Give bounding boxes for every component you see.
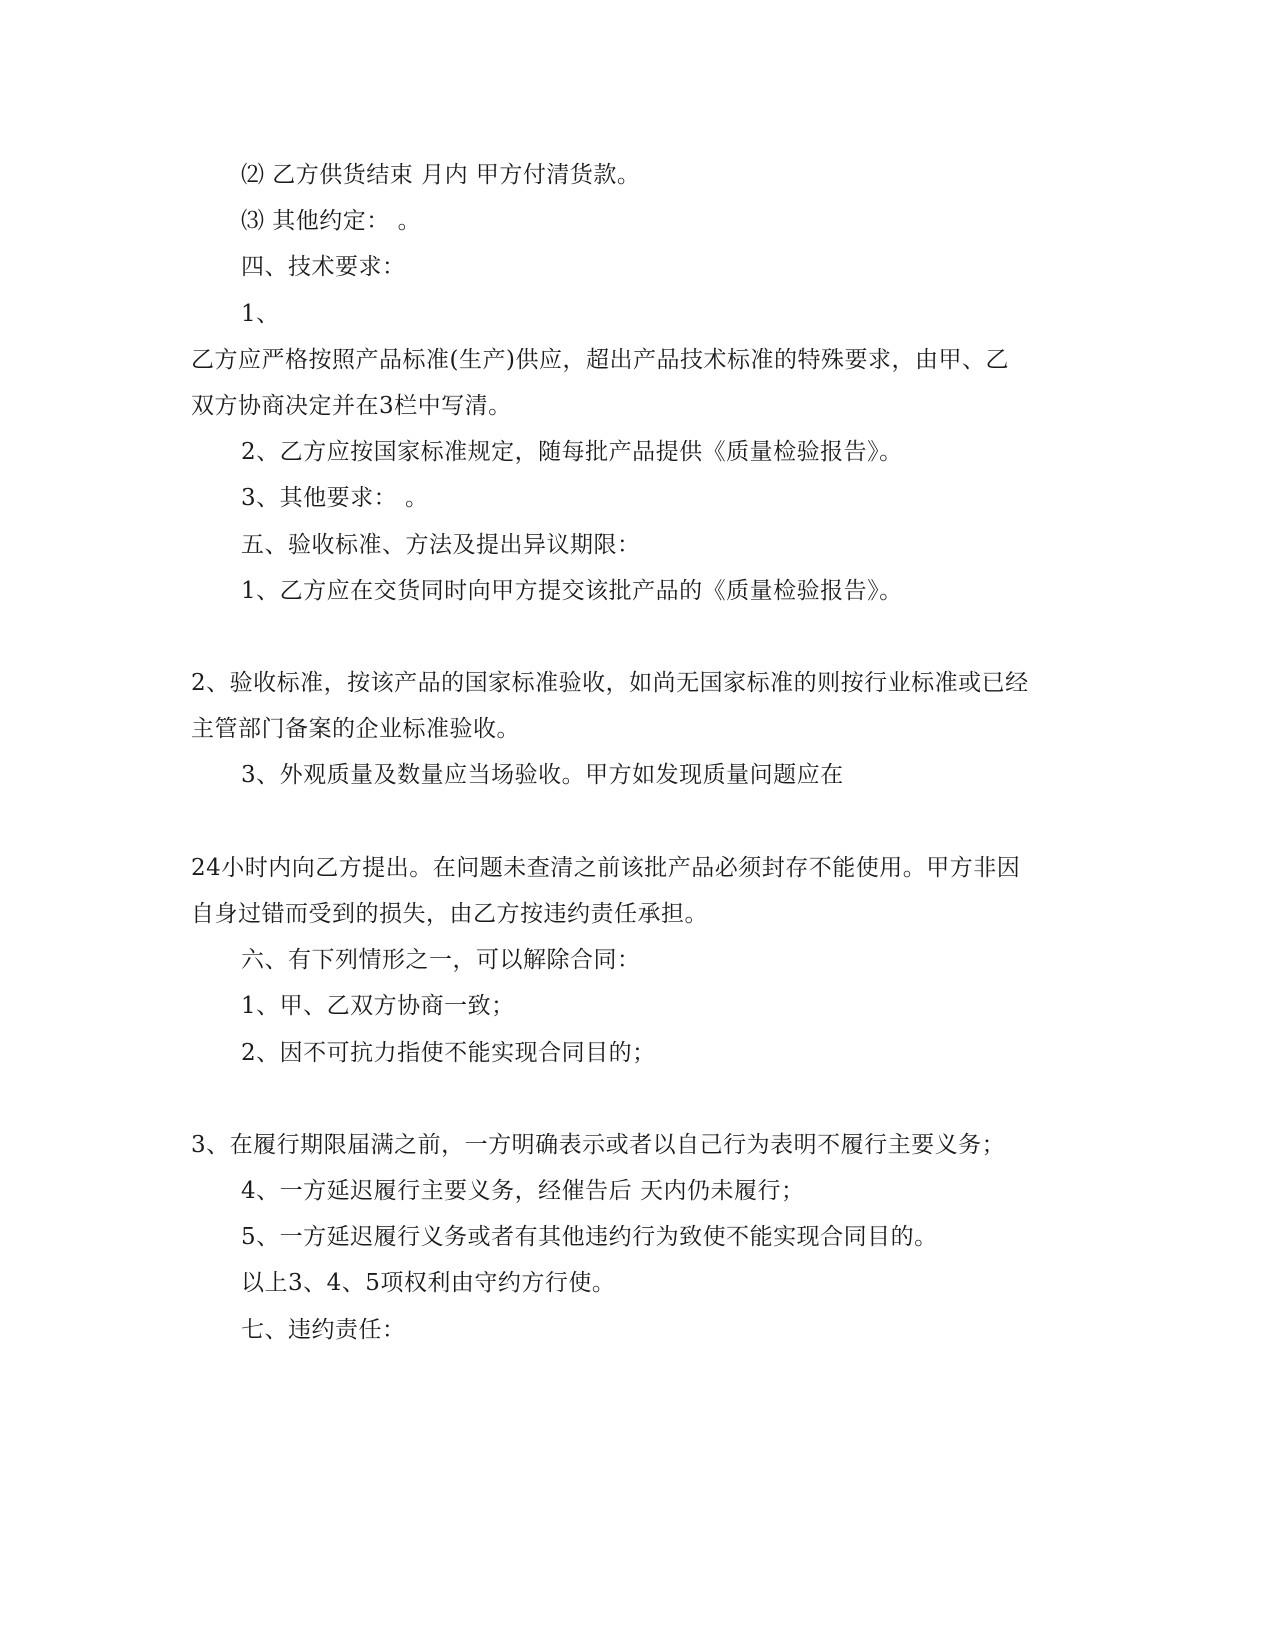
acceptance-item-3: 3、外观质量及数量应当场验收。甲方如发现质量问题应在 [241,762,844,788]
acceptance-item-2: 2、验收标准，按该产品的国家标准验收，如尚无国家标准的则按行业标准或已经 [191,670,1029,696]
payment-term-3: ⑶ 其他约定： 。 [241,208,422,234]
technical-item-1-continued: 双方协商决定并在3栏中写清。 [191,393,512,419]
technical-item-2: 2、乙方应按国家标准规定，随每批产品提供《质量检验报告》。 [241,439,903,465]
termination-item-3: 3、在履行期限届满之前，一方明确表示或者以自己行为表明不履行主要义务； [191,1132,1006,1158]
technical-item-3: 3、其他要求： 。 [241,485,429,511]
section-heading-liability: 七、违约责任： [241,1317,406,1343]
termination-item-2: 2、因不可抗力指使不能实现合同目的； [241,1040,656,1066]
termination-item-5: 5、一方延迟履行义务或者有其他违约行为致使不能实现合同目的。 [241,1224,938,1250]
payment-term-2: ⑵ 乙方供货结束 月内 甲方付清货款。 [241,162,641,188]
section-heading-acceptance: 五、验收标准、方法及提出异议期限： [241,532,641,558]
termination-item-4: 4、一方延迟履行主要义务，经催告后 天内仍未履行； [241,1178,805,1204]
technical-item-1-number: 1、 [241,301,280,327]
section-heading-termination: 六、有下列情形之一，可以解除合同： [241,947,641,973]
acceptance-item-1: 1、乙方应在交货同时向甲方提交该批产品的《质量检验报告》。 [241,578,903,604]
termination-rights-note: 以上3、4、5项权利由守约方行使。 [241,1270,616,1296]
section-heading-technical: 四、技术要求： [241,254,406,280]
technical-item-1-text: 乙方应严格按照产品标准(生产)供应，超出产品技术标准的特殊要求，由甲、乙 [191,347,1009,373]
acceptance-item-3-end: 自身过错而受到的损失，由乙方按违约责任承担。 [191,901,708,927]
acceptance-item-2-continued: 主管部门备案的企业标准验收。 [191,716,520,742]
termination-item-1: 1、甲、乙双方协商一致； [241,993,515,1019]
acceptance-item-3-continued: 24小时内向乙方提出。在问题未查清之前该批产品必须封存不能使用。甲方非因 [191,855,1021,881]
